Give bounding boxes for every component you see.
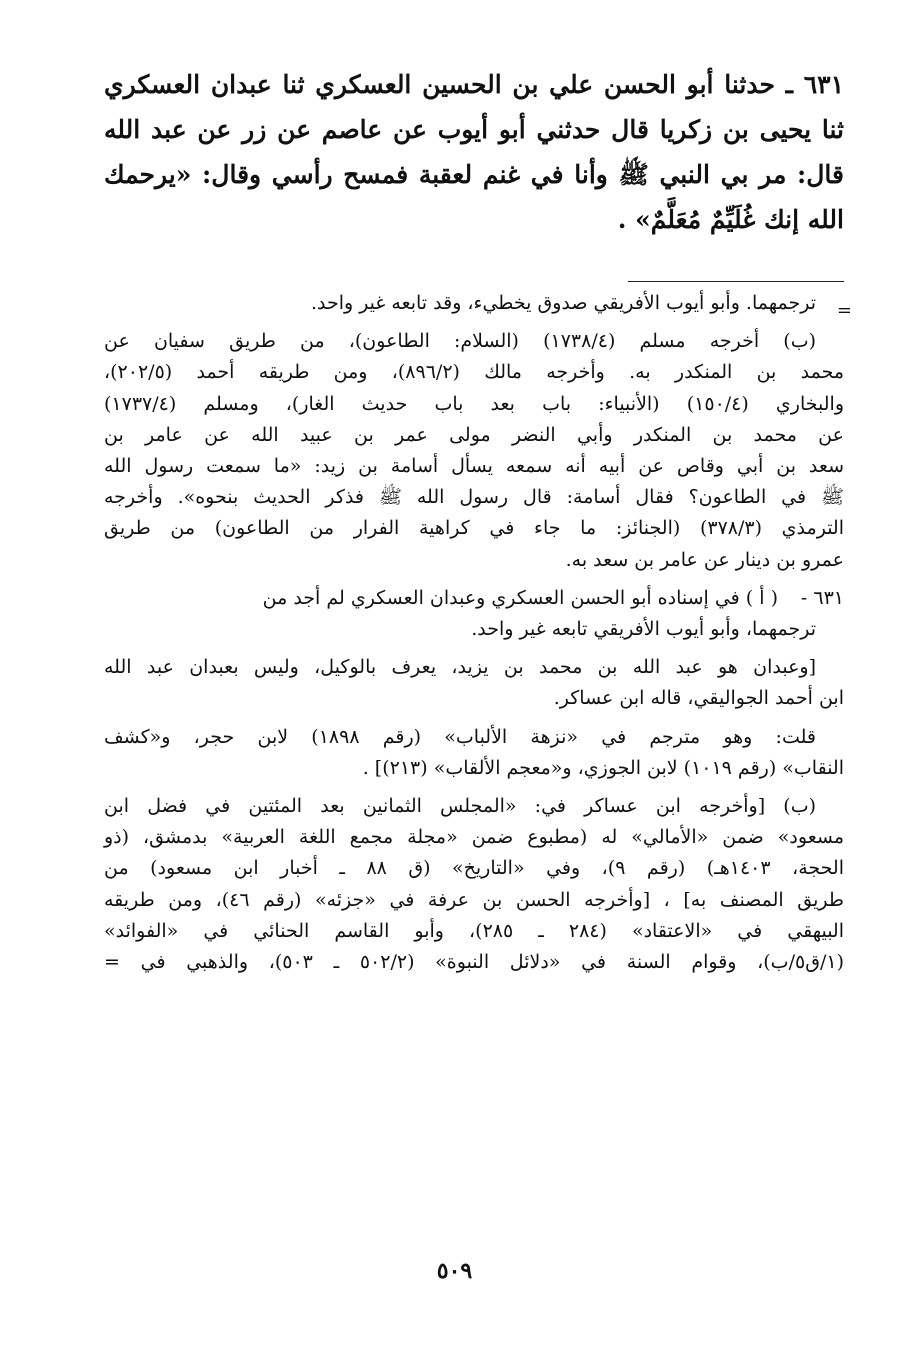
footnote-line-numbered [104, 583, 844, 614]
hadith-dash: ـ [774, 70, 804, 99]
hadith-end: . [617, 205, 636, 234]
footnote-line: (ب) أخرجه مسلم (١٧٣٨/٤) (السلام: الطاعون)، من طريق سفيان عن [104, 330, 816, 353]
footnote-line: (١/ق٥/ب)، وقوام السنة في «دلائل النبوة» (٥٠٢/٢ ـ ٥٠٣)، والذهبي في = [104, 951, 844, 974]
hadith-text [104, 62, 844, 242]
footnote-number: ٦٣١ - [800, 586, 844, 609]
footnote-line: محمد بن المنكدر به. وأخرجه مالك (٨٩٦/٢)، ومن طريقه أحمد (٢٠٢/٥)، [104, 361, 845, 384]
footnote-line: ﷺ في الطاعون؟ فقال أسامة: قال رسول الله ﷺ فذكر الحديث بنحوه». وأخرجه [104, 486, 844, 509]
footnote-line: والبخاري (١٥٠/٤) (الأنبياء: باب بعد باب حديث الغار)، ومسلم (١٧٣٧/٤) [104, 392, 845, 415]
footnote-line: البيهقي في «الاعتقاد» (٢٨٤ ـ ٢٨٥)، وأبو القاسم الحنائي في «الفوائد» [104, 919, 844, 942]
footnote-line: (ب) [وأخرجه ابن عساكر في: «المجلس الثمانين بعد المئتين في فضل ابن [104, 795, 816, 818]
footnote-line: الترمذي (٣٧٨/٣) (الجنائز: ما جاء في كراهية الفرار من الطاعون) من طريق [104, 517, 844, 540]
footnote-line: ترجمهما. وأبو أيوب الأفريقي صدوق يخطيء، وقد تابعه غير واحد. [310, 292, 816, 314]
salutation-glyph: ﷺ [618, 160, 649, 189]
footnote-line: الحجة، ١٤٠٣هـ) (رقم ٩)، وفي «التاريخ» (ق ٨٨ ـ أخبار ابن مسعود) من [104, 857, 844, 880]
footnote-line: عن محمد بن المنكدر وأبي النضر مولى عمر بن عبيد الله عن عامر بن [104, 423, 844, 446]
hadith-quote: «يرحمك الله إنك غُلَيِّمٌ مُعَلَّمٌ» [104, 160, 844, 234]
hadith-body-first: أبو الحسن علي بن الحسين العسكري ثنا عبدان العسكري ثنا يحيى بن زكريا قال حدثني أبو أيوب عن عاصم عن زر عن عبد الله قال: مر بي النبي [104, 70, 844, 189]
footnote-line: [وعبدان هو عبد الله بن محمد بن يزيد، يعرف بالوكيل، وليس بعبدان عبد الله [104, 656, 816, 679]
footnote-separator [628, 281, 844, 282]
page-number: ٥٠٩ [436, 1258, 473, 1284]
footnote-line: ابن أحمد الجواليقي، قاله ابن عساكر. [553, 687, 844, 710]
hadith-body-second: وأنا في غنم لعقبة فمسح رأسي وقال: [191, 160, 619, 189]
footnote-line: ترجمهما، وأبو أيوب الأفريقي تابعه غير واحد. [471, 618, 816, 641]
footnote-line: النقاب» (رقم ١٠١٩) لابن الجوزي، و«معجم الألقاب» (٢١٣)] . [362, 756, 844, 779]
footnote-line-text: ( أ ) في إسناده أبو الحسن العسكري وعبدان العسكري لم أجد من [262, 586, 778, 609]
footnote-line: عمرو بن دينار عن عامر بن سعد به. [565, 548, 844, 571]
hadith-number: ٦٣١ [803, 70, 845, 99]
footnote-line: قلت: وهو مترجم في «نزهة الألباب» (رقم ١٨٩٨) لابن حجر، و«كشف [104, 725, 816, 748]
hadith-lead-word: حدثنا [724, 70, 775, 99]
footnote-line: سعد بن أبي وقاص عن أبيه أنه سمعه يسأل أسامة بن زيد: «ما سمعت رسول الله [104, 455, 844, 478]
footnote-line: طريق المصنف به] ، [وأخرجه الحسن بن عرفة في «جزئه» (رقم ٤٦)، ومن طريقه [104, 888, 844, 911]
continuation-mark: = [836, 300, 852, 321]
footnotes [104, 288, 852, 978]
footnote-line: مسعود» ضمن «الأمالي» له (مطبوع ضمن «مجلة مجمع اللغة العربية» بدمشق، (ذو [104, 826, 844, 849]
